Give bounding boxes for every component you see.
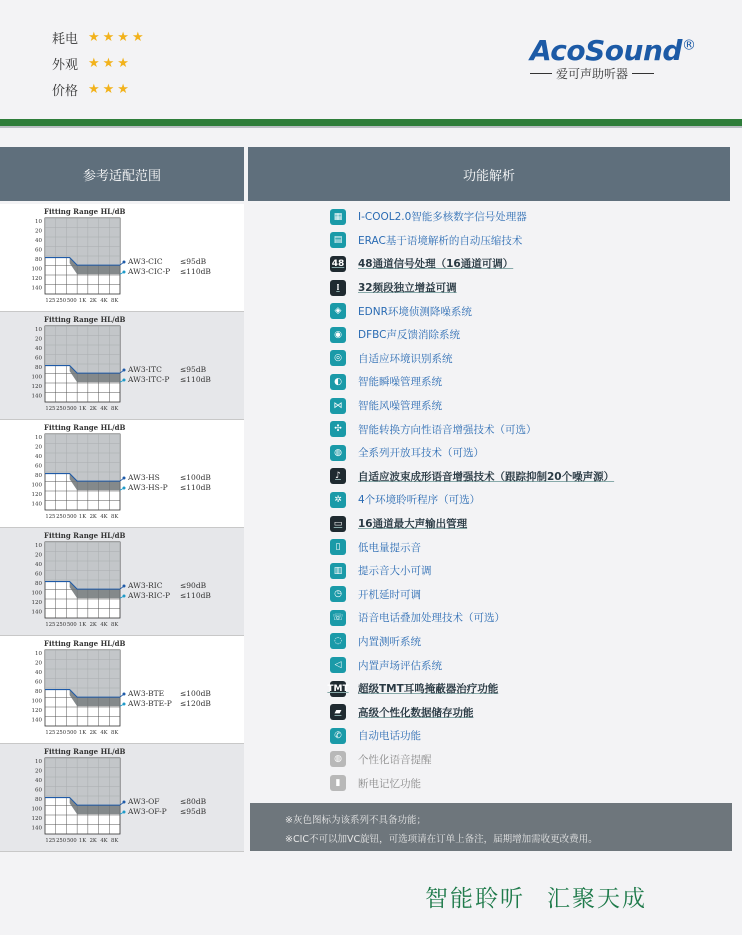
feature-icon: ☏ — [330, 610, 346, 626]
feature-icon: ✲ — [330, 492, 346, 508]
feature-item — [248, 465, 730, 489]
feature-icon: ▤ — [330, 232, 346, 248]
x-tick-label: 1K — [78, 298, 87, 304]
y-tick-label: 120 — [31, 816, 42, 822]
x-tick-label: 4K — [100, 838, 108, 844]
y-tick-label: 40 — [35, 238, 42, 244]
feature-icon: ▰ — [330, 704, 346, 720]
feature-item — [248, 535, 730, 559]
x-tick-label: 125 — [45, 730, 56, 736]
feature-label: 4个环境聆听程序（可选） — [358, 494, 481, 507]
series-name: AW3-OF-P — [128, 807, 167, 816]
notes-box — [250, 803, 732, 851]
fitting-chart-svg — [0, 528, 244, 635]
feature-item — [248, 488, 730, 512]
legend-dot — [123, 811, 126, 814]
feature-item — [248, 512, 730, 536]
feature-icon: ◁ — [330, 657, 346, 673]
x-tick-label: 8K — [111, 838, 119, 844]
rating-panel — [52, 24, 147, 102]
feature-icon: ◈ — [330, 303, 346, 319]
feature-item — [248, 370, 730, 394]
y-tick-label: 120 — [31, 276, 42, 282]
x-tick-label: 500 — [66, 838, 77, 844]
feature-label: 低电量提示音 — [358, 541, 421, 554]
x-tick-label: 1K — [78, 838, 87, 844]
fitting-chart — [0, 636, 244, 744]
feature-icon: ⋈ — [330, 398, 346, 414]
feature-item — [248, 441, 730, 465]
x-tick-label: 125 — [45, 514, 56, 520]
y-tick-label: 20 — [35, 660, 42, 667]
y-tick-label: 100 — [31, 374, 42, 381]
y-tick-label: 40 — [35, 346, 42, 352]
feature-icon: ▭ — [330, 516, 346, 532]
x-tick-label: 2K — [89, 838, 97, 844]
series-name: AW3-BTE — [128, 689, 165, 698]
feature-item — [248, 700, 730, 724]
y-tick-label: 10 — [35, 651, 42, 657]
divider-bar — [0, 119, 742, 126]
fitting-chart-svg — [0, 312, 244, 419]
x-tick-label: 4K — [100, 298, 108, 304]
series-limit: ≤110dB — [180, 375, 211, 384]
feature-label: I-COOL2.0智能多核数字信号处理器 — [358, 211, 527, 224]
x-tick-label: 500 — [66, 730, 77, 736]
y-tick-label: 10 — [35, 219, 42, 225]
x-tick-label: 4K — [100, 622, 108, 628]
feature-label: 开机延时可调 — [358, 588, 421, 601]
feature-icon: ▮ — [330, 775, 346, 791]
feature-label: 自动电话功能 — [358, 730, 421, 743]
y-tick-label: 60 — [35, 571, 42, 578]
series-name: AW3-CIC — [128, 257, 163, 266]
y-tick-label: 60 — [35, 787, 42, 794]
chart-title: Fitting Range HL/dB — [44, 639, 126, 648]
series-name: AW3-ITC-P — [128, 375, 170, 384]
feature-item — [248, 347, 730, 371]
feature-label: 16通道最大声输出管理 — [358, 518, 468, 531]
rating-power: 耗电 ★★★★ — [52, 29, 147, 47]
y-tick-label: 80 — [35, 473, 42, 479]
feature-item — [248, 748, 730, 772]
x-tick-label: 250 — [56, 298, 67, 304]
legend-dot — [123, 693, 126, 696]
y-tick-label: 80 — [35, 257, 42, 263]
y-tick-label: 120 — [31, 492, 42, 498]
y-tick-label: 60 — [35, 355, 42, 362]
x-tick-label: 125 — [45, 298, 56, 304]
fitting-chart-svg — [0, 744, 244, 851]
x-tick-label: 2K — [89, 406, 97, 412]
chart-title: Fitting Range HL/dB — [44, 207, 126, 216]
series-limit: ≤90dB — [180, 581, 207, 590]
star-icons: ★★★★ — [88, 29, 147, 45]
series-limit: ≤120dB — [180, 699, 211, 708]
x-tick-label: 4K — [100, 730, 108, 736]
x-tick-label: 1K — [78, 406, 87, 412]
legend-dot — [123, 477, 126, 480]
feature-label: 智能风噪管理系统 — [358, 400, 442, 413]
feature-label: 自适应环境识别系统 — [358, 352, 453, 365]
note-line: ※灰色图标为该系列不具备功能； — [285, 815, 426, 826]
feature-label: 个性化语音提醒 — [358, 753, 432, 766]
x-tick-label: 1K — [78, 730, 87, 736]
y-tick-label: 10 — [35, 327, 42, 333]
feature-icon: ✣ — [330, 421, 346, 437]
x-tick-label: 8K — [111, 622, 119, 628]
note-line: ※CIC不可以加VC旋钮，可选项请在订单上备注，届期增加需收更改费用。 — [285, 834, 598, 845]
feature-icon: ▯ — [330, 539, 346, 555]
series-limit: ≤95dB — [180, 365, 207, 374]
rating-price: 价格 ★★★ — [52, 81, 132, 99]
y-tick-label: 10 — [35, 543, 42, 549]
fitting-chart — [0, 204, 244, 312]
chart-title: Fitting Range HL/dB — [44, 531, 126, 540]
y-tick-label: 140 — [31, 609, 42, 616]
series-name: AW3-HS — [128, 473, 160, 482]
fitting-chart — [0, 312, 244, 420]
feature-label: 自适应波束成形语音增强技术（跟踪抑制20个噪声源） — [358, 470, 615, 483]
feature-icon: ◌ — [330, 633, 346, 649]
fitting-charts — [0, 204, 244, 852]
series-name: AW3-CIC-P — [128, 267, 171, 276]
feature-label: 48通道信号处理（16通道可调） — [358, 258, 514, 271]
feature-label: EDNR环境侦测降噪系统 — [358, 305, 472, 318]
feature-item — [248, 394, 730, 418]
star-icons: ★★★ — [88, 81, 132, 97]
logo-subtitle: 爱可声助听器 — [556, 67, 629, 81]
feature-item — [248, 417, 730, 441]
series-name: AW3-RIC — [128, 581, 163, 590]
star-icons: ★★★ — [88, 55, 132, 71]
legend-dot — [123, 261, 126, 264]
y-tick-label: 60 — [35, 463, 42, 470]
x-tick-label: 125 — [45, 838, 56, 844]
x-tick-label: 2K — [89, 730, 97, 736]
x-tick-label: 250 — [56, 406, 67, 412]
series-limit: ≤100dB — [180, 689, 211, 698]
feature-icon: ♪ — [330, 468, 346, 484]
x-tick-label: 1K — [78, 514, 87, 520]
feature-label: 语音电话叠加处理技术（可选） — [358, 612, 505, 625]
x-tick-label: 8K — [111, 514, 119, 520]
x-tick-label: 125 — [45, 622, 56, 628]
x-tick-label: 500 — [66, 622, 77, 628]
feature-item — [248, 724, 730, 748]
y-tick-label: 40 — [35, 670, 42, 676]
feature-item — [248, 583, 730, 607]
chart-title: Fitting Range HL/dB — [44, 423, 126, 432]
y-tick-label: 80 — [35, 581, 42, 587]
features-header: 功能解析 — [248, 147, 730, 201]
fitting-chart — [0, 528, 244, 636]
feature-item — [248, 323, 730, 347]
y-tick-label: 120 — [31, 384, 42, 390]
legend-dot — [123, 595, 126, 598]
y-tick-label: 100 — [31, 590, 42, 597]
feature-label: 提示音大小可调 — [358, 565, 432, 578]
x-tick-label: 500 — [66, 298, 77, 304]
y-tick-label: 140 — [31, 285, 42, 292]
feature-icon: ◉ — [330, 327, 346, 343]
feature-item — [248, 252, 730, 276]
chart-title: Fitting Range HL/dB — [44, 747, 126, 756]
feature-label: 32频段独立增益可调 — [358, 282, 457, 295]
series-limit: ≤110dB — [180, 483, 211, 492]
y-tick-label: 100 — [31, 698, 42, 705]
chart-title: Fitting Range HL/dB — [44, 315, 126, 324]
y-tick-label: 20 — [35, 444, 42, 451]
feature-item — [248, 299, 730, 323]
legend-dot — [123, 271, 126, 274]
legend-dot — [123, 487, 126, 490]
y-tick-label: 60 — [35, 247, 42, 254]
feature-item — [248, 205, 730, 229]
feature-item — [248, 630, 730, 654]
feature-item — [248, 677, 730, 701]
series-limit: ≤80dB — [180, 797, 207, 806]
x-tick-label: 250 — [56, 622, 67, 628]
y-tick-label: 120 — [31, 708, 42, 714]
feature-item — [248, 559, 730, 583]
fitting-chart — [0, 744, 244, 852]
brand-logo: AcoSound® 爱可声助听器 — [530, 34, 696, 81]
series-name: AW3-ITC — [128, 365, 162, 374]
y-tick-label: 80 — [35, 797, 42, 803]
series-limit: ≤100dB — [180, 473, 211, 482]
y-tick-label: 20 — [35, 336, 42, 343]
feature-icon: ✆ — [330, 728, 346, 744]
x-tick-label: 2K — [89, 514, 97, 520]
series-name: AW3-BTE-P — [128, 699, 172, 708]
y-tick-label: 100 — [31, 806, 42, 813]
series-name: AW3-RIC-P — [128, 591, 171, 600]
series-name: AW3-OF — [128, 797, 160, 806]
y-tick-label: 140 — [31, 717, 42, 724]
feature-icon: ◷ — [330, 586, 346, 602]
x-tick-label: 250 — [56, 514, 67, 520]
x-tick-label: 2K — [89, 622, 97, 628]
y-tick-label: 10 — [35, 759, 42, 765]
fitting-range-header: 参考适配范围 — [0, 147, 244, 201]
feature-item — [248, 276, 730, 300]
rating-appearance: 外观 ★★★ — [52, 55, 132, 73]
feature-icon: ▥ — [330, 563, 346, 579]
x-tick-label: 1K — [78, 622, 87, 628]
slogan: 智能聆听 汇聚天成 — [425, 886, 647, 912]
series-limit: ≤95dB — [180, 807, 207, 816]
feature-label: 智能瞬噪管理系统 — [358, 376, 442, 389]
legend-dot — [123, 703, 126, 706]
y-tick-label: 20 — [35, 768, 42, 775]
feature-icon: 48 — [330, 256, 346, 272]
y-tick-label: 140 — [31, 501, 42, 508]
x-tick-label: 250 — [56, 730, 67, 736]
legend-dot — [123, 379, 126, 382]
y-tick-label: 10 — [35, 435, 42, 441]
y-tick-label: 120 — [31, 600, 42, 606]
x-tick-label: 2K — [89, 298, 97, 304]
x-tick-label: 8K — [111, 730, 119, 736]
y-tick-label: 140 — [31, 825, 42, 832]
y-tick-label: 80 — [35, 689, 42, 695]
x-tick-label: 8K — [111, 406, 119, 412]
y-tick-label: 40 — [35, 562, 42, 568]
feature-label: DFBC声反馈消除系统 — [358, 329, 460, 342]
y-tick-label: 20 — [35, 228, 42, 235]
x-tick-label: 250 — [56, 838, 67, 844]
feature-item — [248, 606, 730, 630]
x-tick-label: 4K — [100, 514, 108, 520]
y-tick-label: 140 — [31, 393, 42, 400]
y-tick-label: 20 — [35, 552, 42, 559]
series-limit: ≤95dB — [180, 257, 207, 266]
fitting-chart-svg — [0, 204, 244, 311]
series-limit: ≤110dB — [180, 267, 211, 276]
x-tick-label: 4K — [100, 406, 108, 412]
x-tick-label: 125 — [45, 406, 56, 412]
x-tick-label: 8K — [111, 298, 119, 304]
feature-list — [248, 205, 730, 795]
feature-label: 断电记忆功能 — [358, 777, 421, 790]
y-tick-label: 40 — [35, 454, 42, 460]
feature-item — [248, 229, 730, 253]
y-tick-label: 100 — [31, 482, 42, 489]
feature-label: 全系列开放耳技术（可选） — [358, 447, 484, 460]
legend-dot — [123, 369, 126, 372]
feature-icon: ⁞ — [330, 280, 346, 296]
legend-dot — [123, 801, 126, 804]
y-tick-label: 80 — [35, 365, 42, 371]
feature-icon: ◍ — [330, 751, 346, 767]
legend-dot — [123, 585, 126, 588]
feature-label: 内置测听系统 — [358, 635, 421, 648]
feature-item — [248, 771, 730, 795]
feature-label: 内置声场评估系统 — [358, 659, 442, 672]
divider-line — [0, 126, 742, 128]
fitting-chart-svg — [0, 420, 244, 527]
series-name: AW3-HS-P — [128, 483, 168, 492]
y-tick-label: 40 — [35, 778, 42, 784]
feature-label: 智能转换方向性语音增强技术（可选） — [358, 423, 537, 436]
fitting-chart-svg — [0, 636, 244, 743]
feature-label: ERAC基于语境解析的自动压缩技术 — [358, 234, 523, 247]
fitting-chart — [0, 420, 244, 528]
feature-icon: TMT — [330, 681, 346, 697]
feature-icon: ▦ — [330, 209, 346, 225]
y-tick-label: 60 — [35, 679, 42, 686]
feature-item — [248, 653, 730, 677]
feature-label: 超级TMT耳鸣掩蔽器治疗功能 — [358, 683, 499, 696]
x-tick-label: 500 — [66, 514, 77, 520]
feature-icon: ◎ — [330, 350, 346, 366]
y-tick-label: 100 — [31, 266, 42, 273]
series-limit: ≤110dB — [180, 591, 211, 600]
feature-icon: ◍ — [330, 445, 346, 461]
x-tick-label: 500 — [66, 406, 77, 412]
feature-label: 高级个性化数据储存功能 — [358, 706, 474, 719]
feature-icon: ◐ — [330, 374, 346, 390]
